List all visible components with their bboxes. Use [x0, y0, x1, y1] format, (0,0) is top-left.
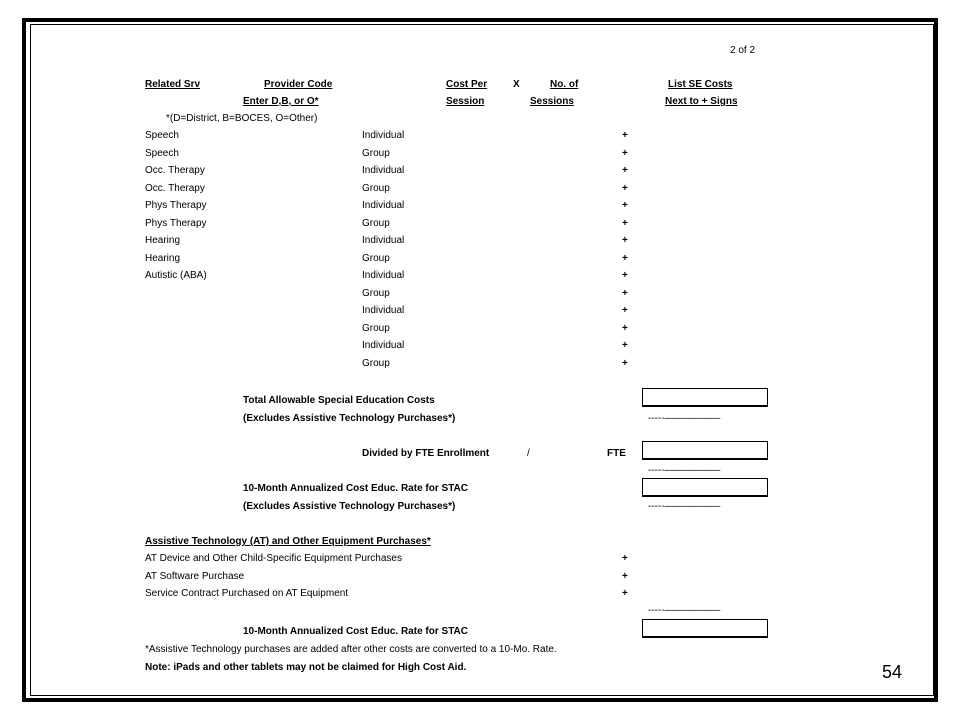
row-service: Speech	[145, 130, 179, 141]
annualized-rate-box[interactable]	[642, 478, 768, 497]
row-service: Speech	[145, 148, 179, 159]
separator-dashes: -----––––––––––	[648, 465, 721, 476]
row-type: Individual	[362, 270, 405, 281]
header-related-srv: Related Srv	[145, 79, 201, 90]
header-no-of: No. of	[550, 79, 579, 90]
row-plus-sign: +	[622, 183, 628, 194]
at-plus-sign: +	[622, 553, 628, 564]
row-plus-sign: +	[622, 288, 628, 299]
row-type: Individual	[362, 165, 405, 176]
row-type: Individual	[362, 130, 405, 141]
at-item: AT Software Purchase	[145, 571, 245, 582]
row-plus-sign: +	[622, 148, 628, 159]
final-rate-box[interactable]	[642, 619, 768, 638]
row-plus-sign: +	[622, 305, 628, 316]
header-enter-code: Enter D,B, or O*	[243, 96, 319, 107]
row-type: Group	[362, 253, 390, 264]
page-number: 54	[882, 662, 903, 682]
row-plus-sign: +	[622, 323, 628, 334]
row-type: Individual	[362, 340, 405, 351]
row-type: Group	[362, 148, 390, 159]
separator-dashes: -----––––––––––	[648, 605, 721, 616]
row-type: Group	[362, 288, 390, 299]
row-service: Occ. Therapy	[145, 183, 205, 194]
divided-by-fte-label: Divided by FTE Enrollment	[362, 448, 490, 459]
row-service: Hearing	[145, 253, 181, 264]
final-rate-label: 10-Month Annualized Cost Educ. Rate for STAC	[243, 626, 469, 637]
row-service: Occ. Therapy	[145, 165, 205, 176]
row-type: Group	[362, 323, 390, 334]
row-type: Individual	[362, 235, 405, 246]
row-plus-sign: +	[622, 270, 628, 281]
ipad-note: Note: iPads and other tablets may not be claimed for High Cost Aid.	[145, 662, 467, 673]
page-indicator: 2 of 2	[730, 45, 756, 56]
total-costs-label: Total Allowable Special Education Costs	[243, 395, 435, 406]
header-sessions: Sessions	[530, 96, 574, 107]
at-item: Service Contract Purchased on AT Equipment	[145, 588, 349, 599]
row-service: Phys Therapy	[145, 218, 207, 229]
row-type: Group	[362, 183, 390, 194]
row-plus-sign: +	[622, 235, 628, 246]
row-plus-sign: +	[622, 218, 628, 229]
row-service: Phys Therapy	[145, 200, 207, 211]
divide-slash: /	[527, 448, 530, 459]
at-footnote: *Assistive Technology purchases are added after other costs are converted to a 10-Mo. Rate.	[145, 644, 557, 655]
row-service: Hearing	[145, 235, 181, 246]
at-section-title: Assistive Technology (AT) and Other Equipment Purchases*	[145, 536, 431, 547]
header-session: Session	[446, 96, 485, 107]
annualized-rate-label: 10-Month Annualized Cost Educ. Rate for STAC	[243, 483, 469, 494]
row-plus-sign: +	[622, 165, 628, 176]
row-plus-sign: +	[622, 130, 628, 141]
row-service: Autistic (ABA)	[145, 270, 207, 281]
header-cost-per: Cost Per	[446, 79, 488, 90]
fte-label: FTE	[607, 448, 626, 459]
header-times: X	[513, 79, 520, 90]
excludes-at-note: (Excludes Assistive Technology Purchases*)	[243, 501, 456, 512]
excludes-at-note: (Excludes Assistive Technology Purchases*)	[243, 413, 456, 424]
header-provider-code: Provider Code	[264, 79, 333, 90]
header-next-to-signs: Next to + Signs	[665, 96, 738, 107]
separator-dashes: -----––––––––––	[648, 413, 721, 424]
total-costs-box[interactable]	[642, 388, 768, 407]
provider-code-note: *(D=District, B=BOCES, O=Other)	[166, 113, 318, 124]
at-plus-sign: +	[622, 571, 628, 582]
row-plus-sign: +	[622, 253, 628, 264]
row-type: Group	[362, 218, 390, 229]
at-plus-sign: +	[622, 588, 628, 599]
row-type: Individual	[362, 200, 405, 211]
row-plus-sign: +	[622, 358, 628, 369]
header-list-se-costs: List SE Costs	[668, 79, 733, 90]
at-item: AT Device and Other Child-Specific Equipment Purchases	[145, 553, 402, 564]
row-type: Individual	[362, 305, 405, 316]
row-plus-sign: +	[622, 340, 628, 351]
separator-dashes: -----––––––––––	[648, 501, 721, 512]
row-plus-sign: +	[622, 200, 628, 211]
row-type: Group	[362, 358, 390, 369]
fte-box[interactable]	[642, 441, 768, 460]
